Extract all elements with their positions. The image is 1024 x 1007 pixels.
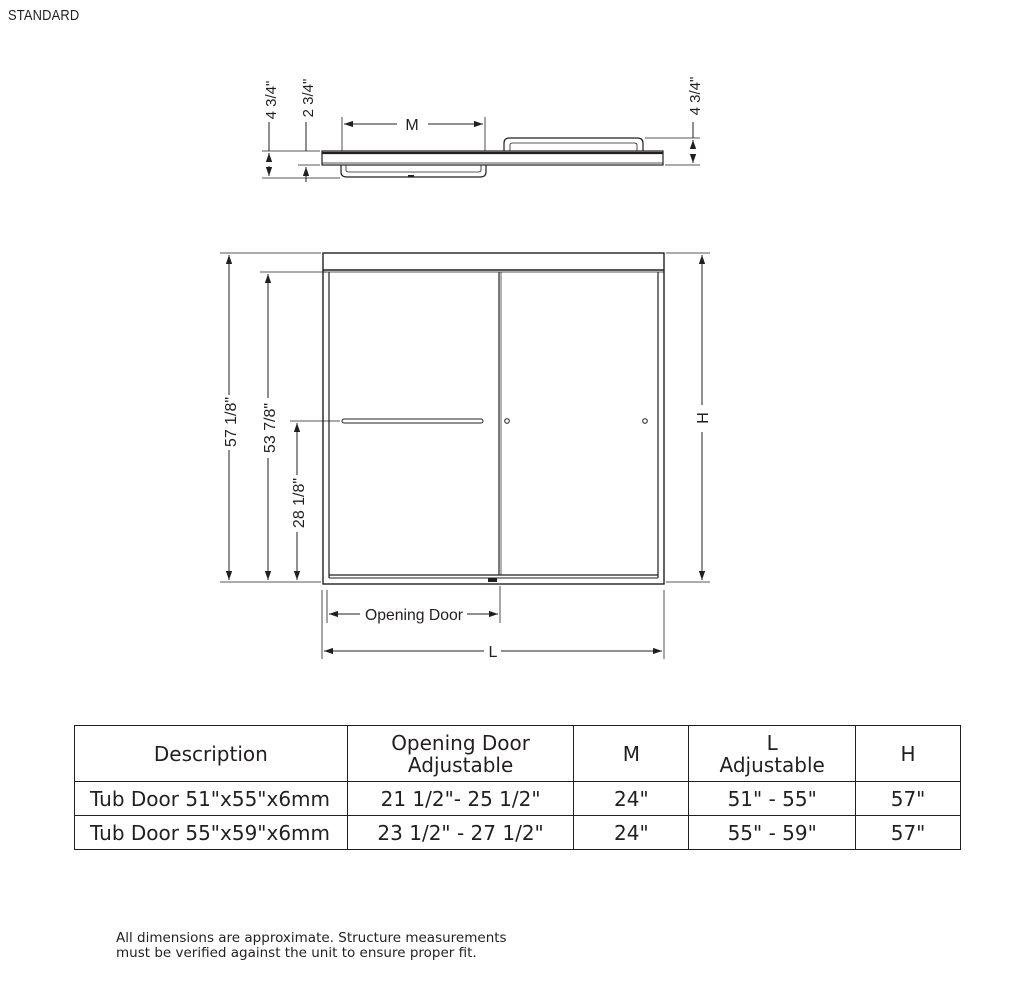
- dim-top-left-inner: 2 3/4": [300, 78, 317, 118]
- dim-length: L: [488, 644, 498, 661]
- knob-right: [643, 419, 648, 424]
- knob-center: [505, 419, 510, 424]
- top-view: [262, 117, 700, 182]
- dim-opening-door: Opening Door: [365, 607, 464, 624]
- dim-overall-height: 57 1/8": [223, 396, 240, 448]
- dim-handle-height: 28 1/8": [291, 477, 308, 529]
- cell-h: 57": [856, 782, 961, 816]
- top-handle-right: [504, 138, 643, 151]
- cell-opening: 23 1/2" - 27 1/2": [347, 816, 574, 850]
- header-opening-door: Opening Door Adjustable: [347, 726, 574, 782]
- dim-top-left-outer: 4 3/4": [263, 80, 280, 120]
- footnote-line-1: All dimensions are approximate. Structure measurements: [116, 930, 507, 946]
- dim-top-m: M: [405, 117, 419, 134]
- table-header-row: [75, 726, 961, 782]
- cell-opening: 21 1/2"- 25 1/2": [347, 782, 574, 816]
- dim-top-right-outer: 4 3/4": [687, 76, 704, 116]
- cell-m: 24": [574, 816, 689, 850]
- header-m: M: [574, 726, 689, 782]
- cell-m: 24": [574, 782, 689, 816]
- header-description: Description: [75, 726, 348, 782]
- header-h: H: [856, 726, 961, 782]
- spec-table: [74, 725, 961, 850]
- section-label: STANDARD: [8, 7, 80, 24]
- header-l: L Adjustable: [689, 726, 856, 782]
- front-view: [220, 253, 710, 659]
- cell-l: 51" - 55": [689, 782, 856, 816]
- dim-height: H: [695, 412, 712, 424]
- footnote: [116, 931, 536, 961]
- cell-description: Tub Door 51"x55"x6mm: [75, 782, 348, 816]
- footnote-line-2: must be verified against the unit to ensure proper fit.: [116, 945, 477, 961]
- cell-l: 55" - 59": [689, 816, 856, 850]
- dim-panel-height: 53 7/8": [262, 402, 279, 454]
- table-row: [75, 782, 961, 816]
- table-row: [75, 816, 961, 850]
- towel-bar: [342, 419, 483, 423]
- cell-h: 57": [856, 816, 961, 850]
- cell-description: Tub Door 55"x59"x6mm: [75, 816, 348, 850]
